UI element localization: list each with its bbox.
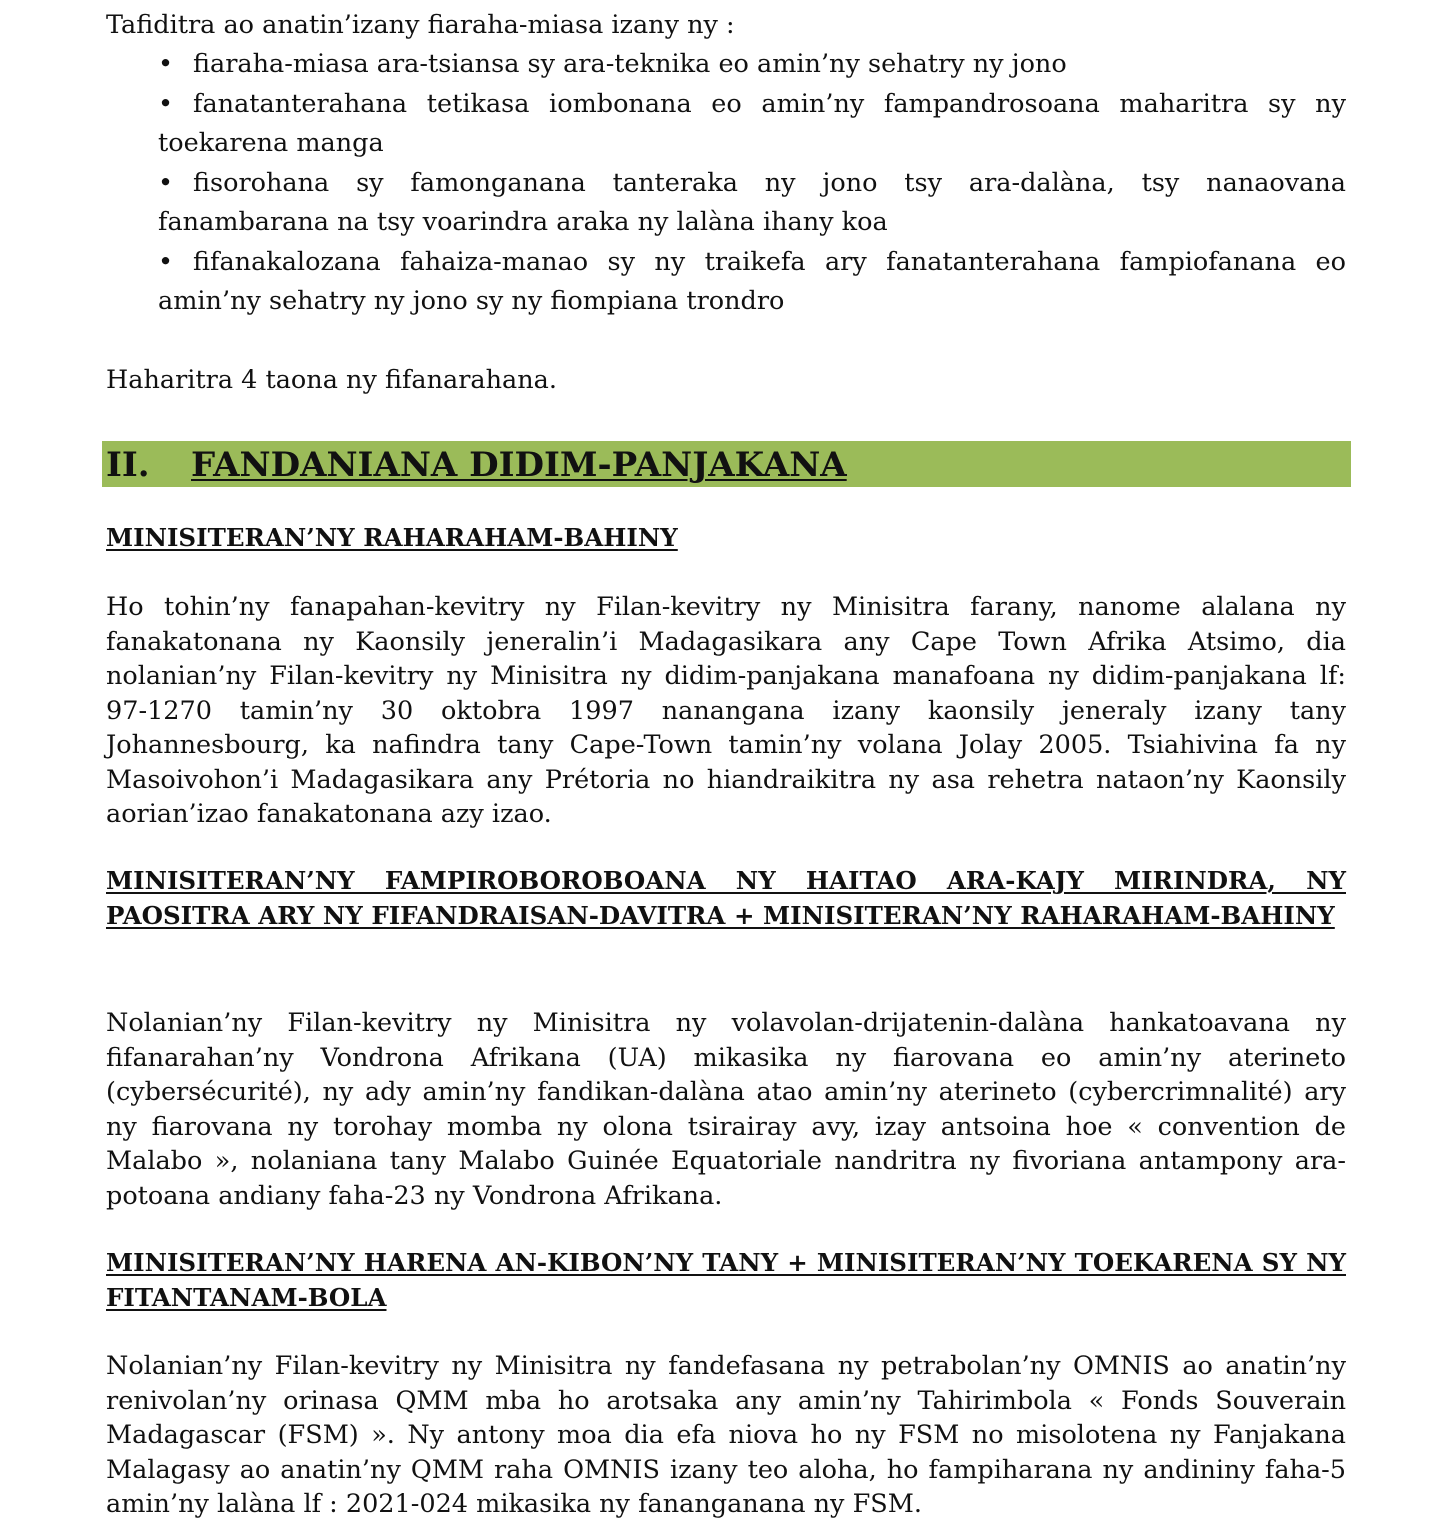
decree-paragraph: Ho tohin’ny fanapahan-kevitry ny Filan-kevitry ny Minisitra farany, nanome alalana ny fanakatonana ny Kaonsily jeneralin’i Madagasikara any Cape Town Afrika Atsimo, dia nolanian’ny Filan-kevitry ny Minisitra ny didim-panjakana manafoana ny didim-panjakana lf: 97-1270 tamin’ny 30 oktobra 1997 nanangana izany kaonsily jeneraly izany tany Johannesbourg, ka nafindra tany Cape-Town tamin’ny volana Jolay 2005. Tsiahivina fa ny Masoivohon’i Madagasikara any Prétoria no hiandraikitra ny asa rehetra nataon’ny Kaonsily aorian’izao fanakatonana azy izao. xyxy=(106,592,1346,829)
list-item xyxy=(158,243,1346,322)
ministry-heading: MINISITERAN’NY RAHARAHAM-BAHINY xyxy=(106,523,678,552)
list-item-text: fiaraha-miasa ara-tsiansa sy ara-teknika eo amin’ny sehatry ny jono xyxy=(193,49,1067,79)
list-item-text: fifanakalozana fahaiza-manao sy ny traikefa ary fanatanterahana fampiofanana eo amin’ny sehatry ny jono sy ny fiompiana trondro xyxy=(158,246,1346,316)
cooperation-list xyxy=(158,45,1346,322)
section-number: II. xyxy=(106,445,150,485)
bullet-marker: • xyxy=(158,167,174,198)
ministry-heading: MINISITERAN’NY FAMPIROBOROBOANA NY HAITAO ARA-KAJY MIRINDRA, NY PAOSITRA ARY NY FIFANDRAISAN-DAVITRA + MINISITERAN’NY RAHARAHAM-BAHINY xyxy=(106,866,1346,930)
agreement-duration: Haharitra 4 taona ny fifanarahana. xyxy=(106,365,557,395)
list-item-text: fisorohana sy famonganana tanteraka ny jono tsy ara-dalàna, tsy nanaovana fanambarana na tsy voarindra araka ny lalàna ihany koa xyxy=(158,167,1346,237)
list-item-text: fanatanterahana tetikasa iombonana eo amin’ny fampandrosoana maharitra sy ny toekarena manga xyxy=(158,88,1346,158)
ministry-heading: MINISITERAN’NY HARENA AN-KIBON’NY TANY + MINISITERAN’NY TOEKARENA SY NY FITANTANAM-BOLA xyxy=(106,1248,1346,1312)
list-item xyxy=(158,45,1346,85)
decree-paragraph: Nolanian’ny Filan-kevitry ny Minisitra ny volavolan-drijatenin-dalàna hankatoavana ny fifanarahan’ny Vondrona Afrikana (UA) mikasika ny fiarovana eo amin’ny aterineto (cybersécurité), ny ady amin’ny fandikan-dalàna atao amin’ny aterineto (cybercrimnalité) ary ny fiarovana ny torohay momba ny olona tsirairay avy, izay antsoina hoe « convention de Malabo », nolaniana tany Malabo Guinée Equatoriale nandritra ny fivoriana antampony ara-potoana andiany faha-23 ny Vondrona Afrikana. xyxy=(106,1008,1346,1211)
list-item xyxy=(158,85,1346,164)
intro-lead: Tafiditra ao anatin’izany fiaraha-miasa izany ny : xyxy=(106,10,735,40)
bullet-marker: • xyxy=(158,49,174,79)
bullet-marker: • xyxy=(158,88,174,119)
section-title: FANDANIANA DIDIM-PANJAKANA xyxy=(191,445,847,485)
decree-paragraph: Nolanian’ny Filan-kevitry ny Minisitra ny fandefasana ny petrabolan’ny OMNIS ao anatin’ny renivolan’ny orinasa QMM mba ho arotsaka any amin’ny Tahirimbola « Fonds Souverain Madagascar (FSM) ». Ny antony moa dia efa niova ho ny FSM no misolotena ny Fanjakana Malagasy ao anatin’ny QMM raha OMNIS izany teo aloha, ho fampiharana ny andininy faha-5 amin’ny lalàna lf : 2021-024 mikasika ny fananganana ny FSM. xyxy=(106,1351,1346,1519)
list-item xyxy=(158,164,1346,243)
bullet-marker: • xyxy=(158,246,174,277)
